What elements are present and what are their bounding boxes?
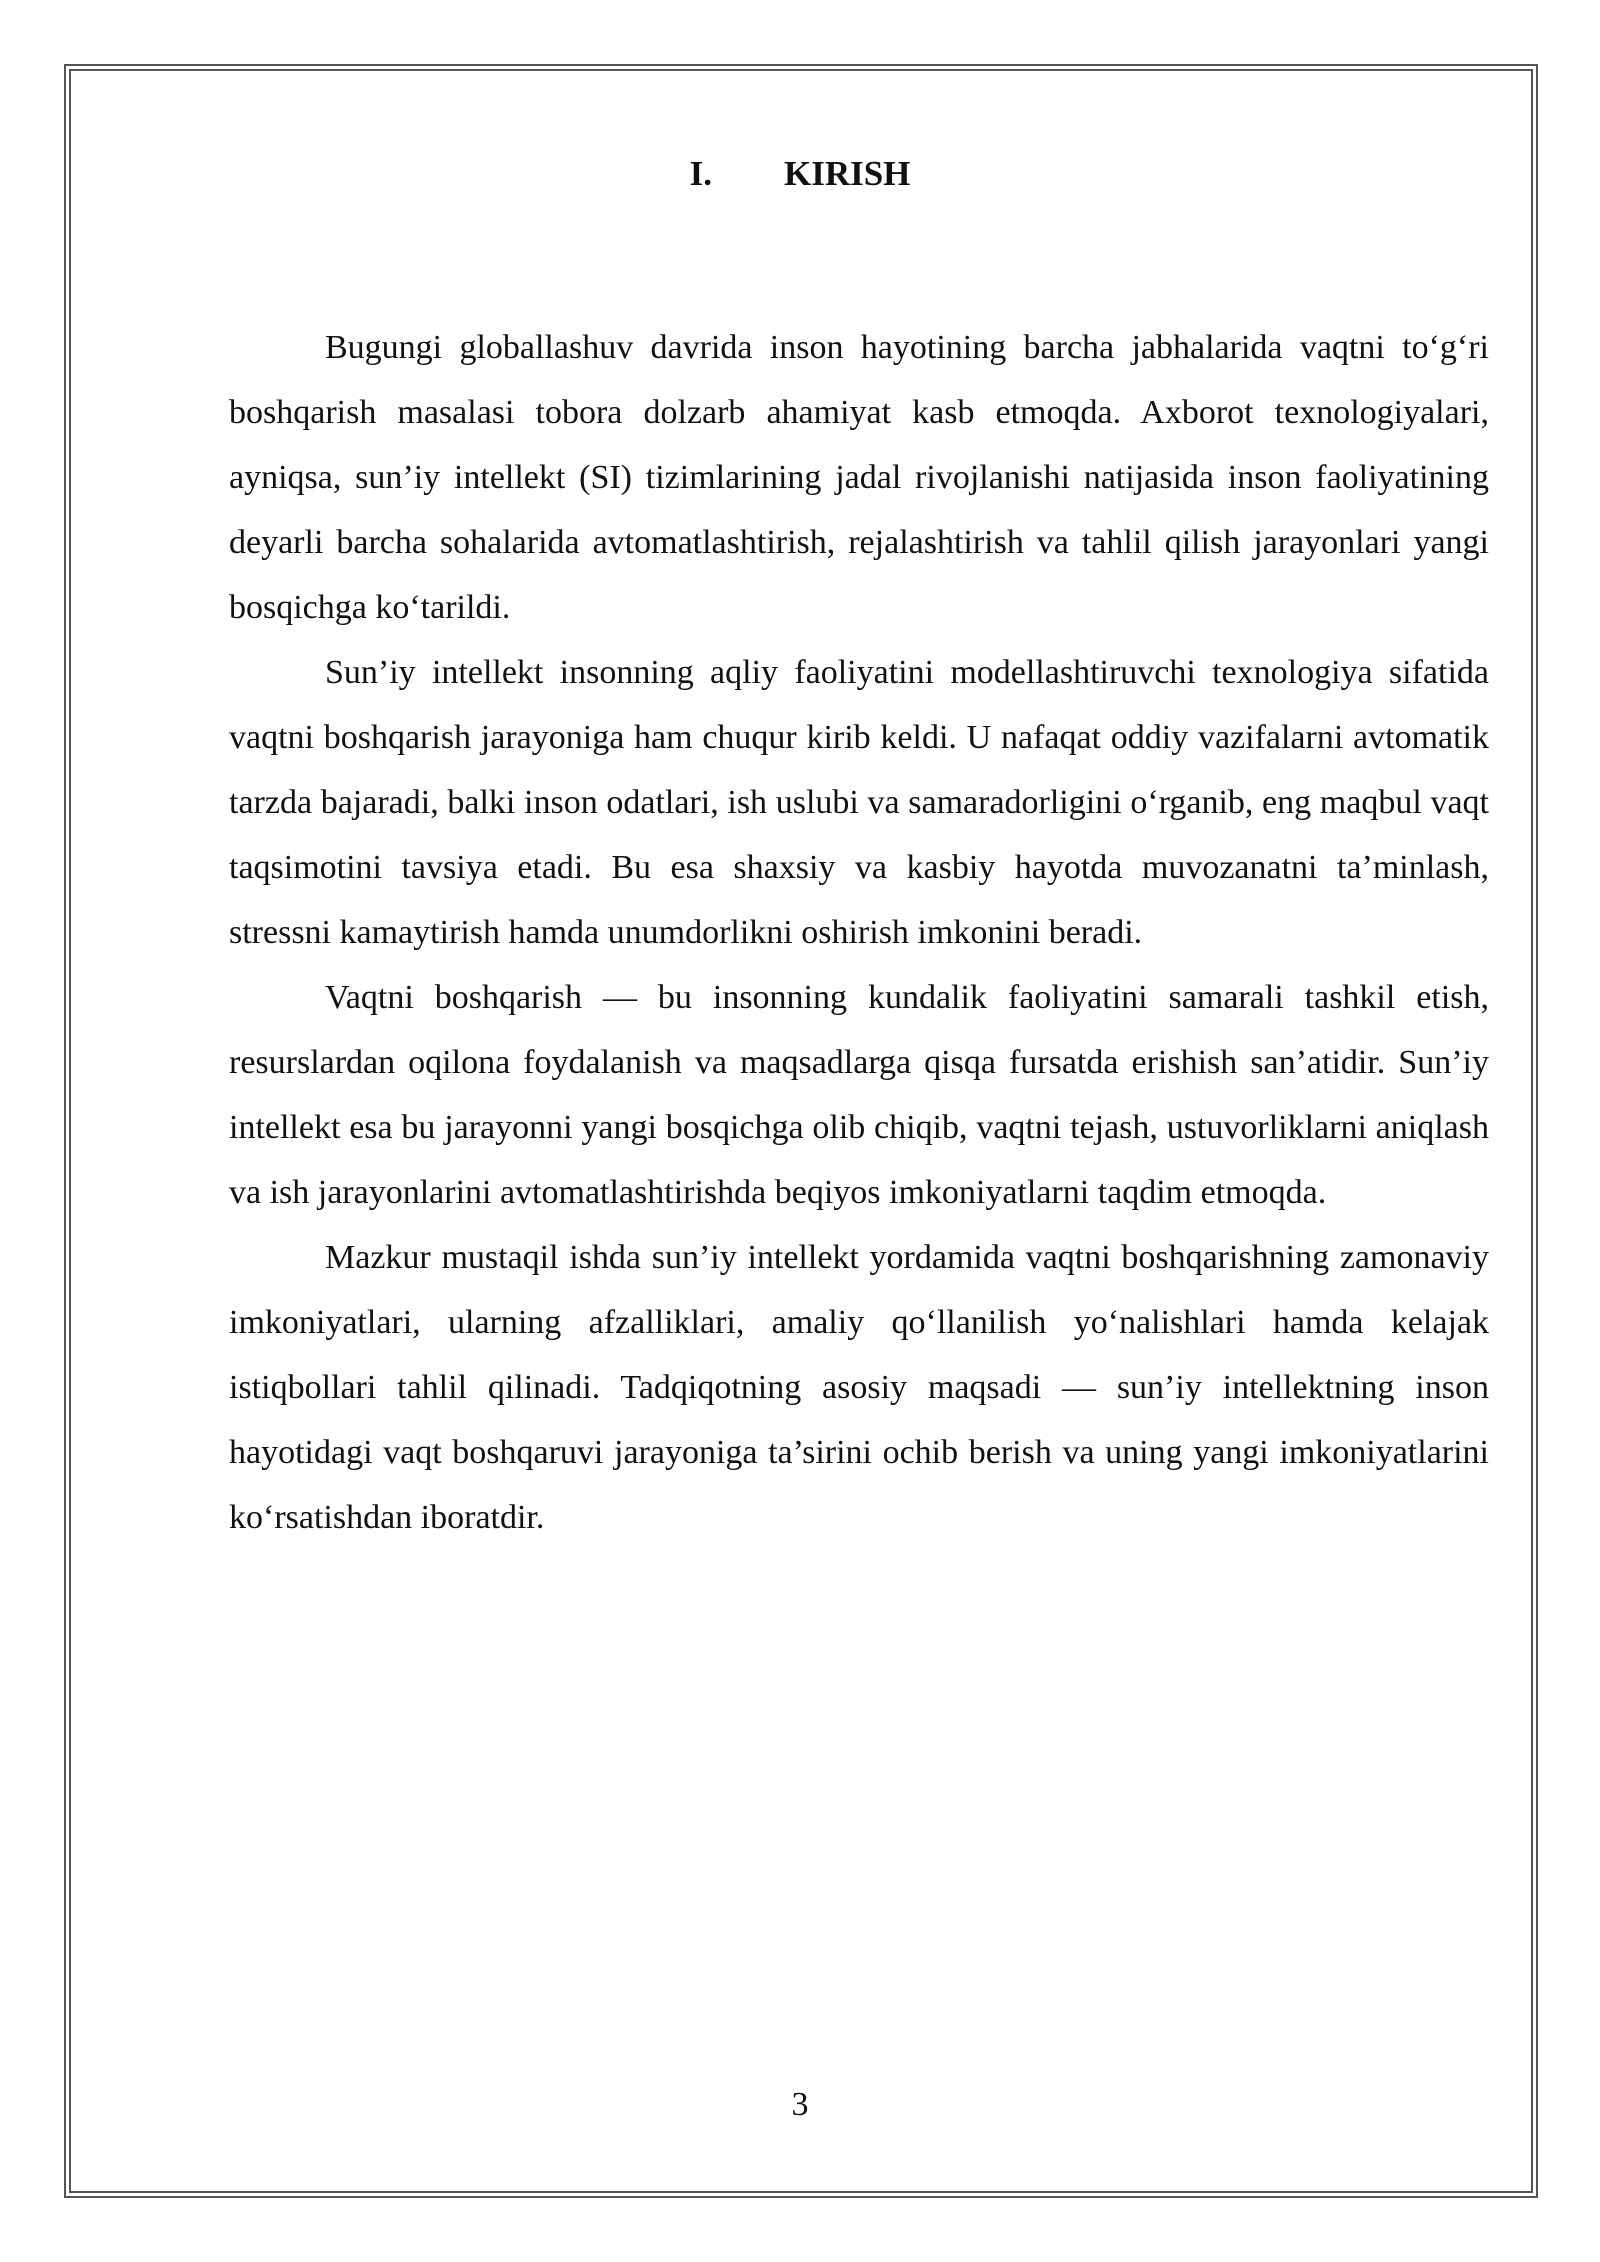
paragraph-1: Bugungi globallashuv davrida inson hayotining barcha jabhalarida vaqtni to‘g‘ri boshqarish masalasi tobora dolzarb ahamiyat kasb etmoqda. Axborot texnologiyalari, ayniqsa, sun’iy intellekt (SI) tizimlarining jadal rivojlanishi natijasida inson faoliyatining deyarli barcha sohalarida avtomatlashtirish, rejalashtirish va tahlil qilish jarayonlari yangi bosqichga ko‘tarildi. <box>229 329 1489 626</box>
body-text <box>229 315 1489 1550</box>
page-number: 3 <box>791 2086 809 2123</box>
paragraph-2: Sun’iy intellekt insonning aqliy faoliyatini modellashtiruvchi texnologiya sifatida vaqtni boshqarish jarayoniga ham chuqur kirib keldi. U nafaqat oddiy vazifalarni avtomatik tarzda bajaradi, balki inson odatlari, ish uslubi va samaradorligini o‘rganib, eng maqbul vaqt taqsimotini tavsiya etadi. Bu esa shaxsiy va kasbiy hayotda muvozanatni ta’minlash, stressni kamaytirish hamda unumdorlikni oshirish imkonini beradi. <box>229 654 1489 951</box>
paragraph-4: Mazkur mustaqil ishda sun’iy intellekt yordamida vaqtni boshqarishning zamonaviy imkoniyatlari, ularning afzalliklari, amaliy qo‘llanilish yo‘nalishlari hamda kelajak istiqbollari tahlil qilinadi. Tadqiqotning asosiy maqsadi — sun’iy intellektning inson hayotidagi vaqt boshqaruvi jarayoniga ta’sirini ochib berish va uning yangi imkoniyatlarini ko‘rsatishdan iboratdir. <box>229 1239 1489 1536</box>
section-heading-title: KIRISH <box>783 154 911 193</box>
section-heading <box>0 152 1600 196</box>
paragraph-3: Vaqtni boshqarish — bu insonning kundalik faoliyatini samarali tashkil etish, resurslardan oqilona foydalanish va maqsadlarga qisqa fursatda erishish san’atidir. Sun’iy intellekt esa bu jarayonni yangi bosqichga olib chiqib, vaqtni tejash, ustuvorliklarni aniqlash va ish jarayonlarini avtomatlashtirishda beqiyos imkoniyatlarni taqdim etmoqda. <box>229 979 1489 1211</box>
section-heading-number: I. <box>689 154 712 193</box>
